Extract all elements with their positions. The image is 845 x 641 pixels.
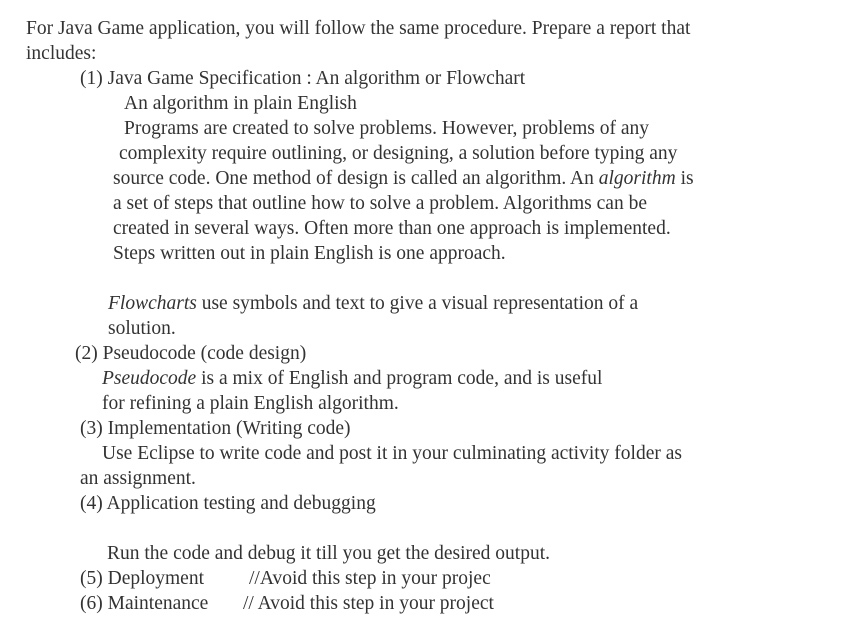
step1-subheading: An algorithm in plain English (124, 93, 357, 114)
algorithm-para-line-3-start: source code. One method of design is called an algorithm. An (113, 168, 599, 189)
step3-heading: (3) Implementation (Writing code) (80, 418, 351, 439)
algorithm-para-line-6: Steps written out in plain English is one approach. (113, 243, 506, 264)
algorithm-para-line-5: created in several ways. Often more than one approach is implemented. (113, 218, 671, 239)
step6-note: // Avoid this step in your project (243, 593, 494, 614)
implementation-line-2: an assignment. (80, 468, 196, 489)
pseudocode-line-1 (102, 366, 602, 391)
step4-heading: (4) Application testing and debugging (80, 493, 376, 514)
flowcharts-term: Flowcharts (108, 293, 197, 314)
flowchart-line-1-text: use symbols and text to give a visual representation of a (196, 293, 639, 314)
step5-note: //Avoid this step in your projec (249, 568, 491, 589)
step6-label: (6) Maintenance (80, 593, 209, 614)
pseudocode-line-2: for refining a plain English algorithm. (102, 393, 399, 414)
algorithm-para-line-3-end: is (675, 168, 694, 189)
pseudocode-term: Pseudocode (102, 368, 197, 389)
algorithm-para-line-2: complexity require outlining, or designing, a solution before typing any (119, 143, 678, 164)
pseudocode-line-1-text: is a mix of English and program code, and is useful (196, 368, 603, 389)
step1-heading: (1) Java Game Specification : An algorithm or Flowchart (80, 68, 526, 89)
step5-label: (5) Deployment (80, 568, 205, 589)
algorithm-para-line-3 (113, 166, 694, 191)
testing-line-1: Run the code and debug it till you get the desired output. (107, 543, 550, 564)
algorithm-term: algorithm (598, 168, 676, 189)
implementation-line-1: Use Eclipse to write code and post it in your culminating activity folder as (102, 443, 682, 464)
flowchart-line-1 (108, 291, 638, 316)
step2-heading: (2) Pseudocode (code design) (75, 343, 307, 364)
algorithm-para-line-1: Programs are created to solve problems. However, problems of any (124, 118, 650, 139)
flowchart-line-2: solution. (108, 318, 176, 339)
intro-line-1: For Java Game application, you will follow the same procedure. Prepare a report that (26, 18, 691, 39)
intro-line-2: includes: (26, 43, 97, 64)
algorithm-para-line-4: a set of steps that outline how to solve a problem. Algorithms can be (113, 193, 647, 214)
